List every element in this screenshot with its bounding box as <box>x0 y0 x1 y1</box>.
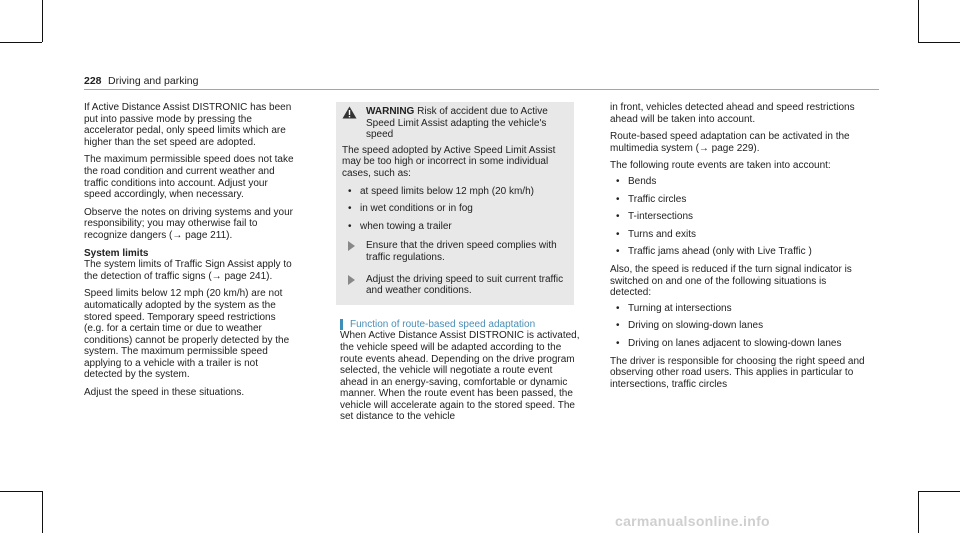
paragraph: The following route events are taken into account: <box>610 160 831 172</box>
column-middle <box>340 102 580 429</box>
list-item: • at speed limits below 12 mph (20 km/h) <box>342 186 568 198</box>
page-header <box>84 72 879 90</box>
section-heading <box>340 319 580 331</box>
crop-mark <box>0 42 42 43</box>
paragraph: If Active Distance Assist DISTRONIC has been put into passive mode by pressing the accelerator pedal, only speed limits which are higher than the set speed are adopted. <box>84 102 292 148</box>
warning-title: Risk of accident due to Active Speed Limit Assist adapting the vehicle's speed <box>366 106 548 141</box>
warning-triangle-icon <box>342 106 358 141</box>
section-heading-text: Function of route-based speed adaptation <box>350 318 536 330</box>
paragraph: When Active Distance Assist DISTRONIC is activated, the vehicle speed will be adapted according to the route events ahead. Depending on the drive program selected, the vehicle will negotiate a route event ahead in an energy-saving, comfortable or dynamic manner. When the route event has been passed, the vehicle will accelerate again to the stored speed. The set distance to the vehicle <box>340 330 580 423</box>
column-right <box>610 102 865 396</box>
crop-mark <box>918 42 960 43</box>
paragraph: Adjust the speed in these situations. <box>84 387 245 399</box>
paragraph: in front, vehicles detected ahead and speed restrictions ahead will be taken into account. <box>610 102 855 125</box>
crop-mark <box>42 0 43 42</box>
crop-mark <box>42 491 43 533</box>
heading-bar <box>340 319 343 330</box>
step-arrow-icon <box>348 241 355 251</box>
list-item: • Traffic circles <box>610 194 865 206</box>
paragraph: Also, the speed is reduced if the turn signal indicator is switched on and one of the following situations is detected: <box>610 263 852 299</box>
list-item: • when towing a trailer <box>342 221 568 233</box>
crop-mark <box>918 0 919 42</box>
section-title: Driving and parking <box>108 75 199 87</box>
crop-mark <box>0 491 42 492</box>
list-item: • Turns and exits <box>610 229 865 241</box>
paragraph: Speed limits below 12 mph (20 km/h) are not automatically adopted by the system as the stored speed. Temporary speed restrictions (e.g. for a certain time or due to weather conditions) cannot be properly detected by the system. The maximum permissible speed applying to a vehicle with a trailer is not detected by the system. <box>84 288 290 381</box>
list-item: • in wet conditions or in fog <box>342 203 568 215</box>
list-item: • Driving on lanes adjacent to slowing-down lanes <box>610 338 865 350</box>
paragraph: Observe the notes on driving systems and your responsibility; you may otherwise fail to recognize dangers (→ page 211). <box>84 206 293 241</box>
system-limits-heading: System limits <box>84 247 149 259</box>
paragraph: The driver is responsible for choosing the right speed and observing other road users. This applies in particular to intersections, traffic circles <box>610 355 865 390</box>
warning-bullet-list <box>342 186 568 233</box>
crop-mark <box>918 491 960 492</box>
action-step <box>342 240 568 263</box>
warning-label: WARNING <box>366 106 415 117</box>
warning-intro: The speed adopted by Active Speed Limit Assist may be too high or incorrect in some individual cases, such as: <box>342 144 556 179</box>
paragraph: The maximum permissible speed does not take the road condition and current weather and traffic conditions into account. Adjust your speed accordingly, when necessary. <box>84 154 294 201</box>
list-item: • Turning at intersections <box>610 303 865 315</box>
step-arrow-icon <box>348 275 355 285</box>
paragraph: The system limits of Traffic Sign Assist apply to the detection of traffic signs (→ page 241). <box>84 259 292 282</box>
action-step <box>342 274 568 297</box>
header-rule <box>84 89 879 90</box>
watermark: carmanualsonline.info <box>615 513 770 529</box>
column-left <box>84 102 296 405</box>
page-number: 228 <box>84 75 102 87</box>
step-text: Ensure that the driven speed complies with traffic regulations. <box>366 240 557 263</box>
list-item: • T-intersections <box>610 211 865 223</box>
route-events-list <box>610 176 865 258</box>
list-item: • Driving on slowing-down lanes <box>610 320 865 332</box>
situations-list <box>610 303 865 350</box>
paragraph: Route-based speed adaptation can be activated in the multimedia system (→ page 229). <box>610 131 850 154</box>
crop-mark <box>918 491 919 533</box>
list-item: • Bends <box>610 176 865 188</box>
step-text: Adjust the driving speed to suit current traffic and weather conditions. <box>366 273 564 297</box>
list-item: • Traffic jams ahead (only with Live Traffic ) <box>610 246 865 258</box>
warning-box <box>336 102 574 305</box>
